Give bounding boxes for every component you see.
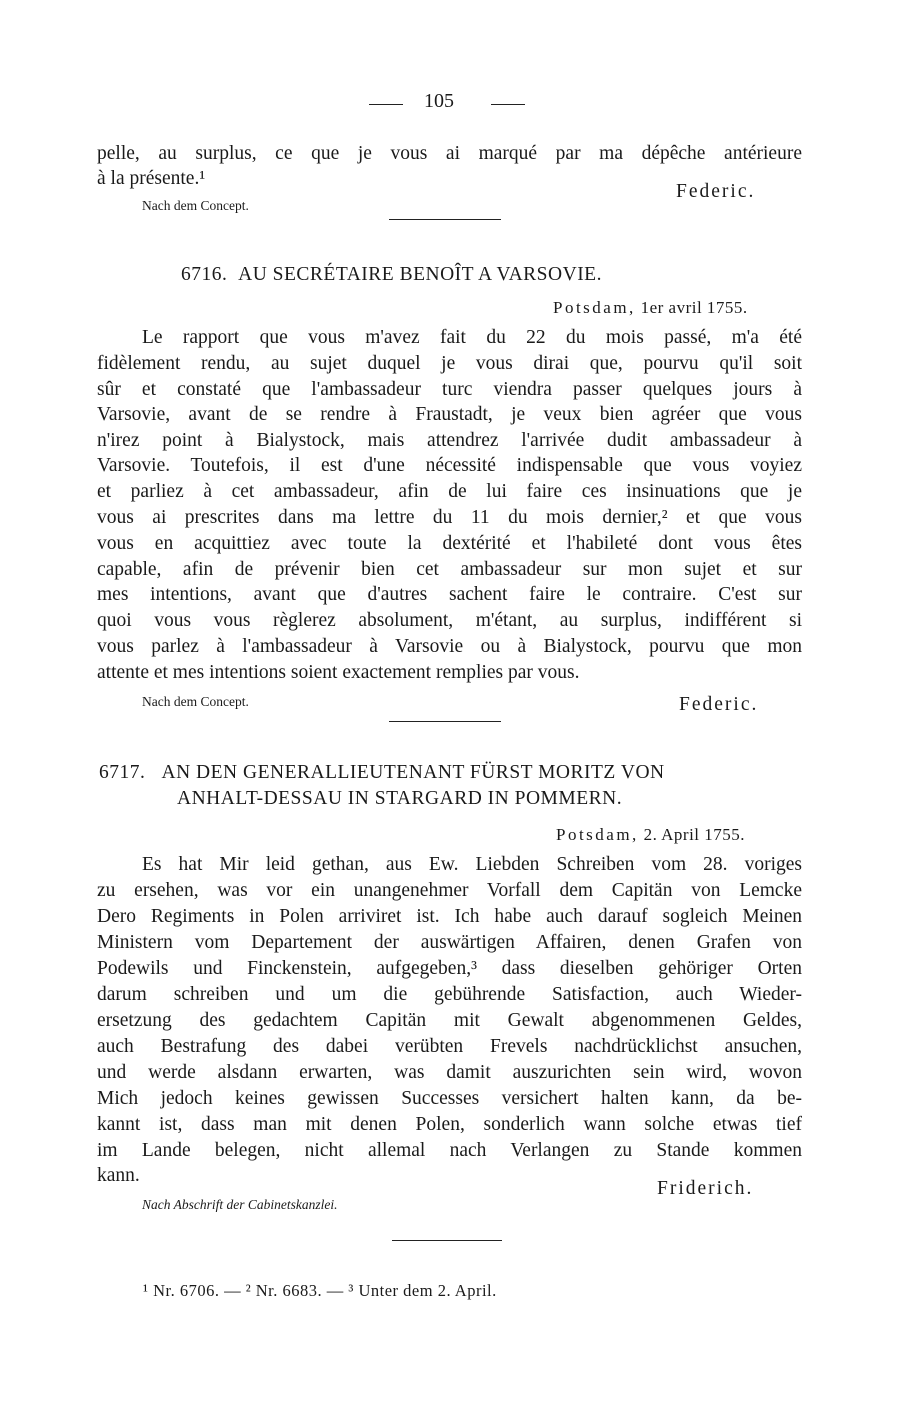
letter-line: Varsovie. Toutefois, il est d'une nécessité indispensable que vous voyiez bbox=[97, 455, 802, 476]
letter-line: im Lande belegen, nicht allemal nach Verlangen zu Stande kommen bbox=[97, 1140, 802, 1161]
letter-line: darum schreiben und um die gebührende Satisfaction, auch Wieder- bbox=[97, 984, 802, 1005]
page-number: 105 bbox=[424, 90, 454, 112]
letter-title-line-2: ANHALT-DESSAU IN STARGARD IN POMMERN. bbox=[177, 788, 623, 809]
letter-number: 6716. bbox=[181, 264, 228, 285]
carryover-signature: Federic. bbox=[676, 181, 756, 202]
letter-line: zu ersehen, was vor ein unangenehmer Vorfall dem Capitän von Lemcke bbox=[97, 880, 802, 901]
letter-line: Ministern vom Departement der auswärtigen Affairen, denen Grafen von bbox=[97, 932, 802, 953]
section-rule bbox=[392, 1240, 502, 1241]
letter-line: Es hat Mir leid gethan, aus Ew. Liebden Schreiben vom 28. voriges bbox=[142, 854, 802, 875]
carryover-line: à la présente.¹ bbox=[97, 168, 206, 189]
letter-line: Varsovie, avant de se rendre à Fraustadt, je veux bien agréer que vous bbox=[97, 404, 802, 425]
letter-place: Potsdam, bbox=[556, 825, 639, 844]
letter-line: capable, afin de prévenir bien cet ambassadeur sur mon sujet et sur bbox=[97, 559, 802, 580]
page-number-dash-left bbox=[369, 104, 403, 105]
letter-line: kannt ist, dass man mit denen Polen, sonderlich wann solche etwas tief bbox=[97, 1114, 802, 1135]
letter-line: Podewils und Finckenstein, aufgegeben,³ dass dieselben gehöriger Orten bbox=[97, 958, 802, 979]
letter-source-note: Nach dem Concept. bbox=[142, 694, 249, 709]
letter-date: 2. April 1755. bbox=[643, 825, 746, 844]
letter-number: 6717. bbox=[99, 762, 146, 783]
carryover-source-note: Nach dem Concept. bbox=[142, 198, 249, 213]
letter-place-date bbox=[556, 825, 745, 845]
letter-title: AU SECRÉTAIRE BENOÎT A VARSOVIE. bbox=[238, 264, 602, 285]
page-number-dash-right bbox=[491, 104, 525, 105]
letter-line: mes intentions, avant que d'autres sachent faire le contraire. C'est sur bbox=[97, 584, 802, 605]
section-rule bbox=[389, 721, 501, 722]
letter-line: und werde alsdann erwarten, was damit auszurichten sein wird, wovon bbox=[97, 1062, 802, 1083]
letter-line: Le rapport que vous m'avez fait du 22 du mois passé, m'a été bbox=[142, 327, 802, 348]
letter-place-date bbox=[553, 298, 748, 318]
letter-title: AN DEN GENERALLIEUTENANT FÜRST MORITZ VON bbox=[161, 762, 665, 783]
letter-signature: Federic. bbox=[679, 694, 759, 715]
letter-heading bbox=[181, 264, 602, 286]
letter-line: vous ai prescrites dans ma lettre du 11 du mois dernier,² et que vous bbox=[97, 507, 802, 528]
letter-line: Mich jedoch keines gewissen Successes versichert halten kann, da be- bbox=[97, 1088, 802, 1109]
carryover-line: pelle, au surplus, ce que je vous ai marqué par ma dépêche antérieure bbox=[97, 143, 802, 164]
letter-place: Potsdam, bbox=[553, 298, 636, 317]
letter-source-note: Nach Abschrift der Cabinetskanzlei. bbox=[142, 1197, 338, 1212]
letter-line: et parliez à cet ambassadeur, afin de lui faire ces insinuations que je bbox=[97, 481, 802, 502]
footnotes: ¹ Nr. 6706. — ² Nr. 6683. — ³ Unter dem 2. April. bbox=[143, 1281, 497, 1300]
letter-heading bbox=[99, 762, 665, 784]
letter-line: vous en acquittiez avec toute la dextérité et l'habileté dont vous êtes bbox=[97, 533, 802, 554]
letter-line: sûr et constaté que l'ambassadeur turc viendra passer quelques jours à bbox=[97, 379, 802, 400]
letter-line: quoi vous vous règlerez absolument, m'étant, au surplus, indifférent si bbox=[97, 610, 802, 631]
letter-line: kann. bbox=[97, 1165, 140, 1186]
letter-line: vous parlez à l'ambassadeur à Varsovie ou à Bialystock, pourvu que mon bbox=[97, 636, 802, 657]
letter-line: auch Bestrafung des dabei verübten Frevels nachdrücklichst ansuchen, bbox=[97, 1036, 802, 1057]
letter-line: attente et mes intentions soient exactement remplies par vous. bbox=[97, 662, 580, 683]
letter-date: 1er avril 1755. bbox=[640, 298, 748, 317]
letter-line: ersetzung des gedachtem Capitän mit Gewalt abgenommenen Geldes, bbox=[97, 1010, 802, 1031]
letter-line: fidèlement rendu, au sujet duquel je vous dirai que, pourvu qu'il soit bbox=[97, 353, 802, 374]
letter-line: n'irez point à Bialystock, mais attendrez l'arrivée dudit ambassadeur à bbox=[97, 430, 802, 451]
section-rule bbox=[389, 219, 501, 220]
letter-signature: Friderich. bbox=[657, 1178, 754, 1199]
letter-line: Dero Regiments in Polen arriviret ist. Ich habe auch darauf sogleich Meinen bbox=[97, 906, 802, 927]
